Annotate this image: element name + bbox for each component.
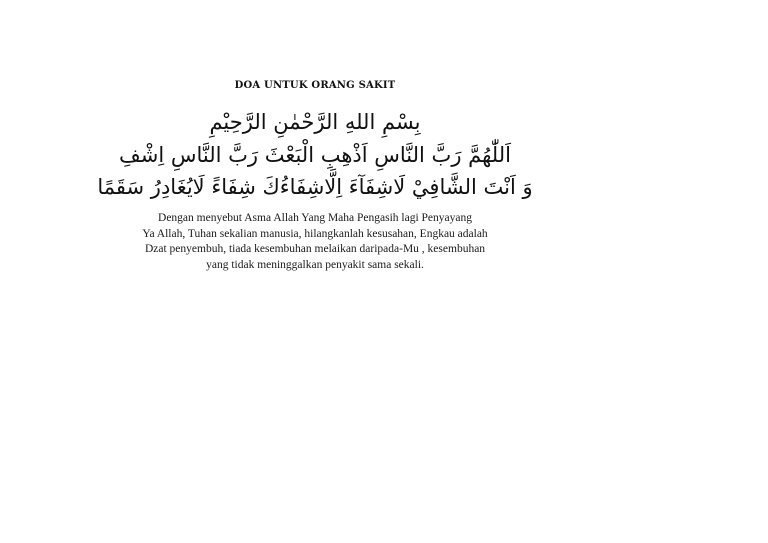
arabic-line-3: وَ اَنْتَ الشَّافِيْ لَاشِفَآءَ اِلَّاشِفَاءُكَ شِفَاءً لَايُغَادِرُ سَقَمًا bbox=[97, 175, 533, 199]
arabic-line-basmalah: بِسْمِ اللهِ الرَّحْمٰنِ الرَّحِيْمِ bbox=[209, 110, 421, 134]
translation-line-3: Dzat penyembuh, tiada kesembuhan melaikan daripada-Mu , kesembuhan bbox=[144, 243, 486, 255]
arabic-line-2: اَللّٰهُمَّ رَبَّ النَّاسِ اَذْهِبِ الْبَعْثَ رَبَّ النَّاسِ اِشْفِ bbox=[119, 143, 511, 167]
translation-line-1: Dengan menyebut Asma Allah Yang Maha Pengasih lagi Penyayang bbox=[158, 212, 472, 224]
translation-paragraph bbox=[70, 211, 560, 273]
translation-line-4: yang tidak meninggalkan penyakit sama sekali. bbox=[206, 258, 424, 271]
document-title: DOA UNTUK ORANG SAKIT bbox=[234, 80, 396, 91]
translation-line-2: Ya Allah, Tuhan sekalian manusia, hilangkanlah kesusahan, Engkau adalah bbox=[142, 227, 488, 240]
